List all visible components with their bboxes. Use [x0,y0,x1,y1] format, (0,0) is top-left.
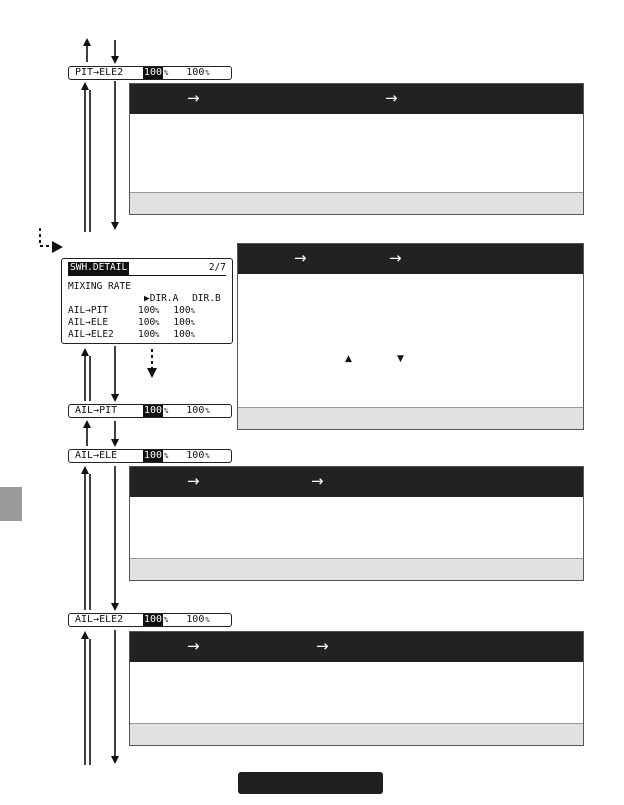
unit: % [190,307,195,315]
rate-a[interactable]: 100 [144,450,163,461]
right-arrow-icon: → [187,637,200,655]
rate-b: 100 [186,614,205,625]
right-arrow-icon: → [294,249,307,267]
screen-line-name: AIL→ELE2 [68,329,114,340]
up-key-icon: ▲ [345,354,352,364]
unit: % [155,307,160,315]
screen-line-a: 100 [138,329,156,340]
screen-line-b: 100 [173,329,191,340]
right-arrow-icon: → [187,472,200,490]
screen-line-name: AIL→ELE [68,317,109,328]
screen-line-b: 100 [173,305,191,316]
rate-a[interactable]: 100 [144,614,163,625]
right-arrow-icon: → [316,637,329,655]
unit: % [205,616,210,624]
screen-heading: MIXING RATE [68,281,131,292]
row-name: AIL→ELE2 [75,614,124,625]
row-name: PIT→ELE2 [75,67,124,78]
unit: % [205,69,210,77]
unit: % [190,319,195,327]
down-key-icon: ▼ [397,354,404,364]
screen-line-a: 100 [138,305,156,316]
unit: % [164,407,169,415]
row-name: AIL→ELE [75,450,118,461]
rate-a[interactable]: 100 [144,405,163,416]
unit: % [205,452,210,460]
rate-b: 100 [186,405,205,416]
right-arrow-icon: → [311,472,324,490]
right-arrow-icon: → [385,89,398,107]
screen-line-b: 100 [173,317,191,328]
unit: % [155,331,160,339]
col-a-label[interactable]: ▶DIR.A [144,293,179,304]
col-b-label: DIR.B [192,293,221,304]
unit: % [164,616,169,624]
screen-line-a: 100 [138,317,156,328]
unit: % [164,452,169,460]
unit: % [155,319,160,327]
right-arrow-icon: → [187,89,200,107]
unit: % [205,407,210,415]
row-name: AIL→PIT [75,405,118,416]
unit: % [190,331,195,339]
rate-a[interactable]: 100 [144,67,163,78]
screen-line-name: AIL→PIT [68,305,109,316]
page-footer-tab [238,772,383,794]
right-arrow-icon: → [389,249,402,267]
screen-page: 2/7 [208,262,226,273]
screen-title: SWH.DETAIL [70,262,128,273]
rate-b: 100 [186,450,205,461]
section-side-tab [0,487,22,521]
unit: % [164,69,169,77]
rate-b: 100 [186,67,205,78]
